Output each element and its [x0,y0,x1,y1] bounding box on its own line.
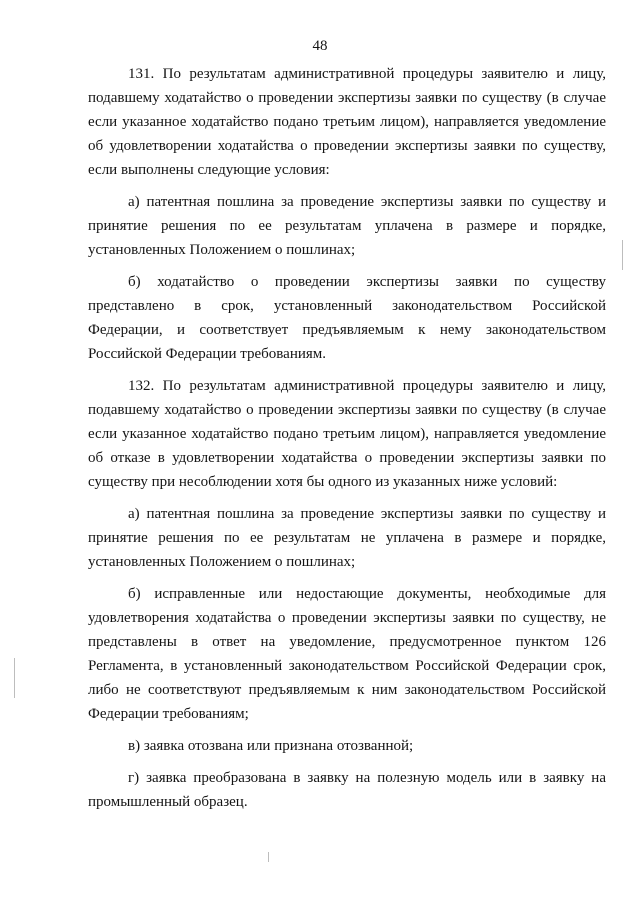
scan-mark [622,240,623,270]
text-line: б) исправленные или недостающие документы, необходимые для [128,586,606,602]
text-line: установленных Положением о пошлинах; [88,554,356,570]
text-line: подавшему ходатайство о проведении экспертизы заявки по существу (в случае [88,90,606,106]
paragraph-132-b [88,582,606,726]
text-line: Регламента, в установленный законодательством Российской Федерации срок, [88,658,606,674]
text-line: удовлетворения ходатайства о проведении экспертизы заявки по существу, не [88,610,606,626]
document-body [88,62,606,814]
text-line: если указанное ходатайство подано третьим лицом), направляется уведомление [88,114,606,130]
text-line: промышленный образец. [88,794,248,810]
text-line: принятие решения по ее результатам уплачена в размере и порядке, [88,218,606,234]
text-line: 132. По результатам административной процедуры заявителю и лицу, [128,378,606,394]
text-line: подавшему ходатайство о проведении экспертизы заявки по существу (в случае [88,402,606,418]
text-line: установленных Положением о пошлинах; [88,242,356,258]
text-line: Федерации, и соответствует предъявляемым к нему законодательством [88,322,606,338]
paragraph-131 [88,62,606,182]
text-line: если выполнены следующие условия: [88,162,330,178]
text-line: представлены в ответ на уведомление, предусмотренное пунктом 126 [88,634,606,650]
page-number: 48 [312,38,328,54]
text-line: представлено в срок, установленный законодательством Российской [88,298,606,314]
text-line: Федерации требованиям; [88,706,249,722]
scan-mark [14,658,15,698]
scan-mark [268,852,269,862]
paragraph-131-b [88,270,606,366]
text-line: а) патентная пошлина за проведение экспертизы заявки по существу и [128,506,606,522]
text-line: Российской Федерации требованиям. [88,346,327,362]
paragraph-132-g [88,766,606,814]
text-line: а) патентная пошлина за проведение экспертизы заявки по существу и [128,194,606,210]
text-line: г) заявка преобразована в заявку на полезную модель или в заявку на [128,770,606,786]
text-line: в) заявка отозвана или признана отозванной; [128,738,414,754]
text-line: б) ходатайство о проведении экспертизы заявки по существу [128,274,606,290]
paragraph-131-a [88,190,606,262]
paragraph-132 [88,374,606,494]
text-line: либо не соответствуют предъявляемым к ним законодательством Российской [88,682,606,698]
paragraph-132-v [88,734,606,758]
text-line: существу при несоблюдении хотя бы одного из указанных ниже условий: [88,474,558,490]
text-line: 131. По результатам административной процедуры заявителю и лицу, [128,66,606,82]
text-line: об удовлетворении ходатайства о проведении экспертизы заявки по существу, [88,138,606,154]
text-line: если указанное ходатайство подано третьим лицом), направляется уведомление [88,426,606,442]
text-line: об отказе в удовлетворении ходатайства о проведении экспертизы заявки по [88,450,606,466]
paragraph-132-a [88,502,606,574]
text-line: принятие решения по ее результатам не уплачена в размере и порядке, [88,530,606,546]
